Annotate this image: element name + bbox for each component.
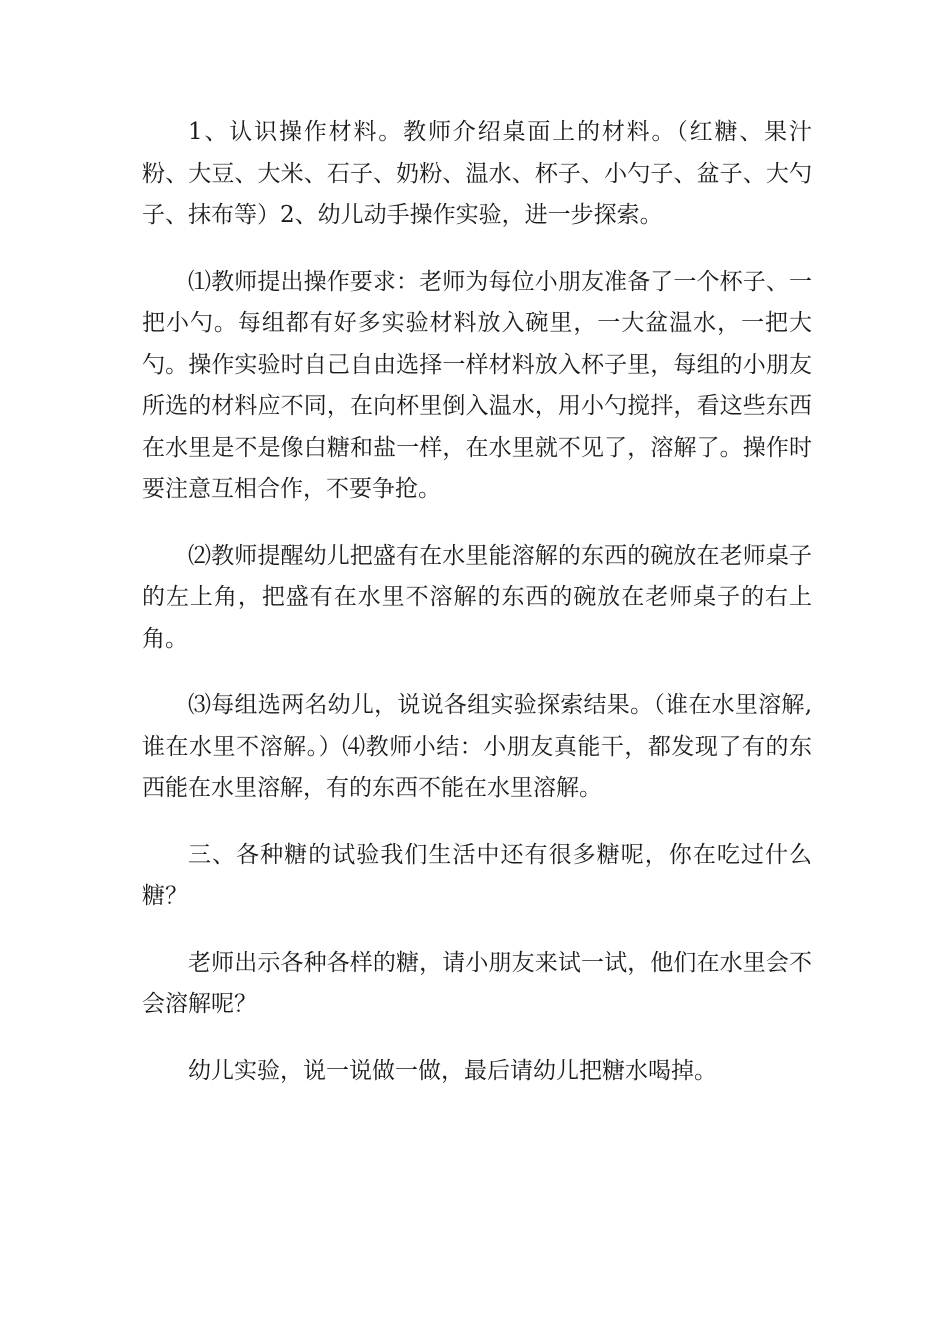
paragraph-bowl-placement: ⑵教师提醒幼儿把盛有在水里能溶解的东西的碗放在老师桌子的左上角，把盛有在水里不溶解的东西的碗放在老师桌子的右上角。 xyxy=(142,542,812,652)
paragraph-results-summary: ⑶每组选两名幼儿，说说各组实验探索结果。（谁在水里溶解,谁在水里不溶解。）⑷教师小结：小朋友真能干，都发现了有的东西能在水里溶解，有的东西不能在水里溶解。 xyxy=(142,692,812,801)
paragraph-sugar-experiment: 三、各种糖的试验我们生活中还有很多糖呢，你在吃过什么糖？ xyxy=(142,841,812,909)
paragraph-materials: 1、认识操作材料。教师介绍桌面上的材料。（红糖、果汁粉、大豆、大米、石子、奶粉、温水、杯子、小勺子、盆子、大勺子、抹布等）2、幼儿动手操作实验，进一步探索。 xyxy=(142,119,812,228)
paragraph-operation-requirements: ⑴教师提出操作要求：老师为每位小朋友准备了一个杯子、一把小勺。每组都有好多实验材料放入碗里，一大盆温水，一把大勺。操作实验时自己自由选择一样材料放入杯子里，每组的小朋友所选的材料应不同，在向杯里倒入温水，用小勺搅拌，看这些东西在水里是不是像白糖和盐一样，在水里就不见了，溶解了。操作时要注意互相合作，不要争抢。 xyxy=(142,268,812,502)
paragraph-children-experiment: 幼儿实验，说一说做一做，最后请幼儿把糖水喝掉。 xyxy=(188,1057,717,1084)
paragraph-teacher-shows-sugar: 老师出示各种各样的糖，请小朋友来试一试，他们在水里会不会溶解呢？ xyxy=(142,949,812,1017)
document-body xyxy=(142,112,812,1117)
